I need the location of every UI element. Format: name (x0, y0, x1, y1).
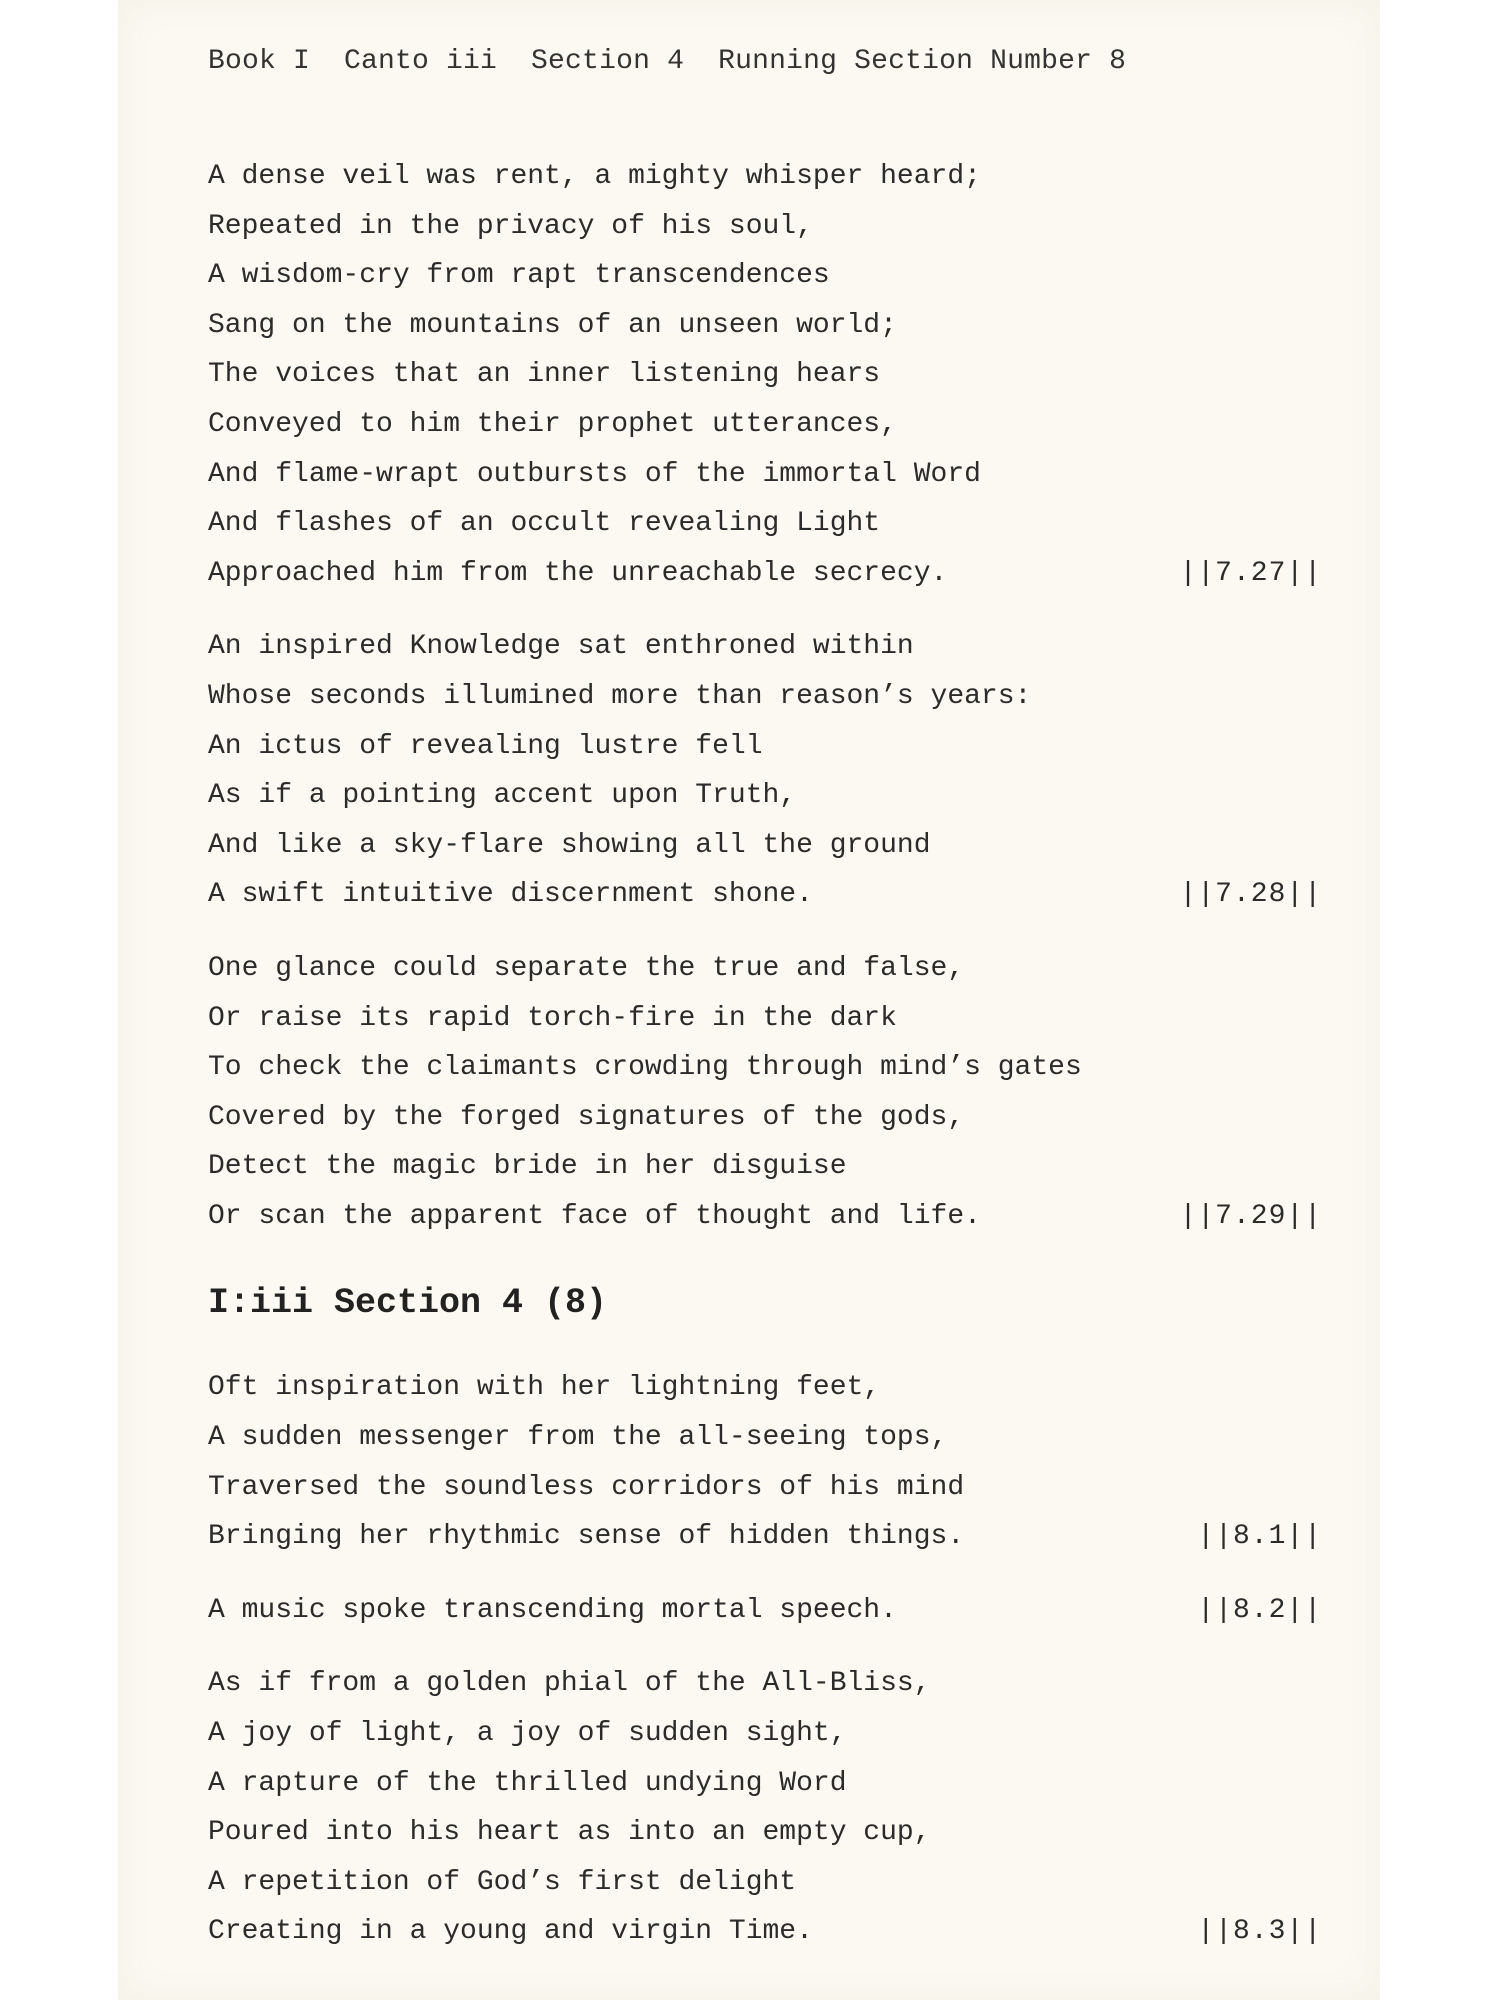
verse-line (208, 1759, 1338, 1809)
section-heading: I:iii Section 4 (8) (208, 1283, 608, 1324)
verse-text: Sang on the mountains of an unseen world; (208, 309, 897, 341)
verse-line (208, 870, 1338, 920)
stanza-number: ||7.27|| (1179, 557, 1322, 589)
verse-line (208, 499, 1338, 549)
verse-text: A swift intuitive discernment shone. (208, 879, 813, 911)
verse-text: Oft inspiration with her lightning feet, (208, 1372, 881, 1404)
verse-text: Detect the magic bride in her disguise (208, 1151, 847, 1183)
verse-line (208, 1907, 1338, 1957)
verse-text: A repetition of God’s first delight (208, 1866, 797, 1898)
stanza (208, 1659, 1338, 1957)
stanza (208, 152, 1338, 598)
stanza (208, 622, 1338, 920)
poem-body (208, 152, 1338, 1981)
stanza-number: ||8.3|| (1197, 1916, 1322, 1948)
verse-text: As if from a golden phial of the All-Bliss, (208, 1668, 931, 1700)
verse-text: A music spoke transcending mortal speech. (208, 1594, 897, 1626)
verse-line (208, 301, 1338, 351)
stanza (208, 944, 1338, 1242)
verse-line (208, 994, 1338, 1044)
verse-line (208, 622, 1338, 672)
verse-text: Conveyed to him their prophet utterances, (208, 408, 897, 440)
stanza (208, 1586, 1338, 1636)
verse-text: An inspired Knowledge sat enthroned within (208, 631, 914, 663)
verse-text: Whose seconds illumined more than reason’s years: (208, 680, 1032, 712)
verse-line (208, 821, 1338, 871)
verse-text: Poured into his heart as into an empty cup, (208, 1817, 931, 1849)
verse-line (208, 1363, 1338, 1413)
verse-line (208, 771, 1338, 821)
verse-text: The voices that an inner listening hears (208, 359, 881, 391)
stanza-group-canto-7 (208, 152, 1338, 1241)
verse-line (208, 1512, 1338, 1562)
verse-text: Repeated in the privacy of his soul, (208, 210, 813, 242)
verse-text: A joy of light, a joy of sudden sight, (208, 1718, 847, 1750)
verse-text: A wisdom-cry from rapt transcendences (208, 260, 830, 292)
verse-text: Creating in a young and virgin Time. (208, 1916, 813, 1948)
verse-text: Approached him from the unreachable secrecy. (208, 557, 948, 589)
verse-line (208, 549, 1338, 599)
verse-text: A sudden messenger from the all-seeing tops, (208, 1422, 948, 1454)
verse-line (208, 1043, 1338, 1093)
verse-text: Traversed the soundless corridors of his mind (208, 1471, 965, 1503)
verse-line (208, 1093, 1338, 1143)
verse-line (208, 1142, 1338, 1192)
verse-text: Bringing her rhythmic sense of hidden things. (208, 1521, 965, 1553)
verse-line (208, 400, 1338, 450)
page-header: Book I Canto iii Section 4 Running Section Number 8 (208, 46, 1127, 77)
stanza-number: ||7.28|| (1179, 879, 1322, 911)
verse-text: Or raise its rapid torch-fire in the dark (208, 1002, 897, 1034)
stanza-group-section-8 (208, 1363, 1338, 1957)
verse-line (208, 1659, 1338, 1709)
stanza (208, 1363, 1338, 1561)
verse-text: To check the claimants crowding through mind’s gates (208, 1052, 1082, 1084)
stanza-number: ||7.29|| (1179, 1200, 1322, 1232)
verse-text: Covered by the forged signatures of the gods, (208, 1101, 965, 1133)
stanza-number: ||8.2|| (1197, 1594, 1322, 1626)
verse-line (208, 1586, 1338, 1636)
verse-text: Or scan the apparent face of thought and life. (208, 1200, 981, 1232)
verse-text: As if a pointing accent upon Truth, (208, 780, 797, 812)
verse-text: A dense veil was rent, a mighty whisper heard; (208, 161, 981, 192)
verse-text: And flame-wrapt outbursts of the immortal Word (208, 458, 981, 490)
verse-line (208, 1192, 1338, 1242)
verse-line (208, 450, 1338, 500)
verse-line (208, 672, 1338, 722)
verse-line (208, 1463, 1338, 1513)
verse-line (208, 944, 1338, 994)
verse-line (208, 1413, 1338, 1463)
verse-line (208, 152, 1338, 202)
verse-text: An ictus of revealing lustre fell (208, 730, 763, 762)
verse-line (208, 1808, 1338, 1858)
verse-line (208, 350, 1338, 400)
verse-text: And like a sky-flare showing all the ground (208, 829, 931, 861)
verse-text: A rapture of the thrilled undying Word (208, 1767, 847, 1799)
stanza-number: ||8.1|| (1197, 1521, 1322, 1553)
verse-text: One glance could separate the true and false, (208, 952, 965, 984)
verse-text: And flashes of an occult revealing Light (208, 508, 881, 540)
verse-line (208, 202, 1338, 252)
verse-line (208, 722, 1338, 772)
verse-line (208, 1709, 1338, 1759)
verse-line (208, 1858, 1338, 1908)
verse-line (208, 251, 1338, 301)
